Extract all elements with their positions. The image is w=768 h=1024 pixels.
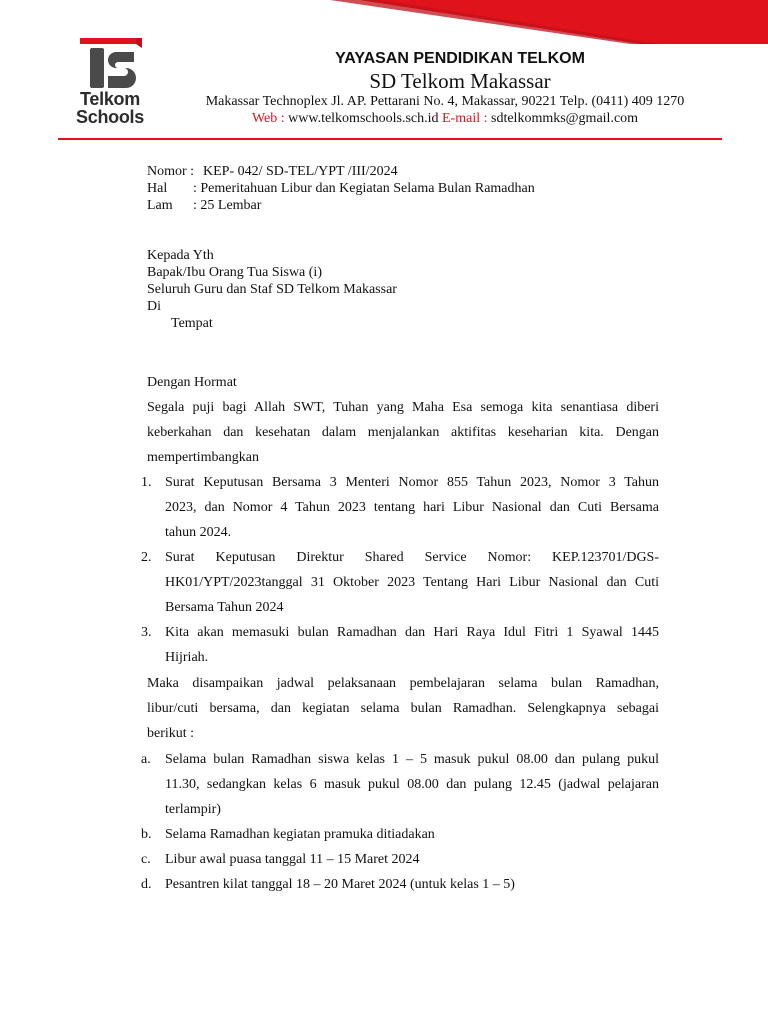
logo-wordmark-telkom: Telkom bbox=[80, 89, 140, 109]
list-item-line: Kita akan memasuki bulan Ramadhan dan Hari Raya Idul Fitri 1 Syawal 1445 bbox=[165, 625, 659, 640]
list-item-line: 2023, dan Nomor 4 Tahun 2023 tentang hari Libur Nasional dan Cuti Bersama bbox=[165, 500, 659, 515]
organization-name: YAYASAN PENDIDIKAN TELKOM bbox=[335, 50, 585, 67]
announcement-line: Maka disampaikan jadwal pelaksanaan pembelajaran selama bulan Ramadhan, bbox=[147, 676, 659, 691]
list-item bbox=[141, 847, 659, 872]
list-marker: 3. bbox=[141, 625, 152, 640]
nomor-value: KEP- 042/ SD-TEL/YPT /III/2024 bbox=[203, 164, 398, 179]
recipient-line-2: Bapak/Ibu Orang Tua Siswa (i) bbox=[147, 265, 322, 280]
website-link[interactable]: www.telkomschools.sch.id bbox=[288, 111, 439, 126]
lam-value: : 25 Lembar bbox=[193, 198, 262, 213]
list-item bbox=[141, 470, 659, 545]
email-label: E-mail : bbox=[442, 111, 488, 126]
list-item-line: 11.30, sedangkan kelas 6 masuk pukul 08.00 dan pulang 12.45 (jadwal pelajaran bbox=[165, 777, 659, 792]
intro-line: Segala puji bagi Allah SWT, Tuhan yang Maha Esa semoga kita senantiasa diberi bbox=[147, 400, 659, 415]
recipient-line-4: Di bbox=[147, 299, 161, 314]
recipient-line-5: Tempat bbox=[171, 316, 213, 331]
intro-paragraph bbox=[147, 395, 659, 470]
contact-line bbox=[170, 110, 720, 127]
announcement-paragraph bbox=[147, 671, 659, 746]
school-name: SD Telkom Makassar bbox=[369, 69, 551, 93]
list-item bbox=[141, 747, 659, 822]
list-marker: c. bbox=[141, 852, 151, 867]
list-item bbox=[141, 872, 659, 897]
school-address: Makassar Technoplex Jl. AP. Pettarani No. 4, Makassar, 90221 Telp. (0411) 409 1270 bbox=[205, 94, 685, 109]
hal-label: Hal bbox=[147, 181, 168, 196]
reference-hal bbox=[147, 180, 535, 197]
letterhead-divider bbox=[58, 138, 722, 140]
list-item-line: Selama bulan Ramadhan siswa kelas 1 – 5 masuk pukul 08.00 dan pulang pukul bbox=[165, 752, 659, 767]
email-link[interactable]: sdtelkommks@gmail.com bbox=[491, 111, 639, 126]
recipient-line-3: Seluruh Guru dan Staf SD Telkom Makassar bbox=[147, 282, 397, 297]
list-item-line: Selama Ramadhan kegiatan pramuka ditiadakan bbox=[165, 827, 435, 842]
nomor-label: Nomor : bbox=[147, 164, 195, 179]
list-marker: a. bbox=[141, 752, 151, 767]
lam-label: Lam bbox=[147, 198, 173, 213]
intro-line: keberkahan dan kesehatan dalam menjalankan aktifitas keseharian kita. Dengan bbox=[147, 425, 659, 440]
list-item-line: terlampir) bbox=[165, 802, 221, 817]
list-marker: d. bbox=[141, 877, 152, 892]
list-marker: 1. bbox=[141, 475, 152, 490]
list-item bbox=[141, 620, 659, 670]
greeting: Dengan Hormat bbox=[147, 375, 237, 390]
schedule-list bbox=[141, 747, 659, 897]
list-item-line: Hijriah. bbox=[165, 650, 209, 665]
logo-wordmark-schools: Schools bbox=[76, 107, 144, 127]
ts-logo-mark-icon bbox=[78, 38, 142, 90]
intro-line: mempertimbangkan bbox=[147, 450, 259, 465]
list-item-line: tahun 2024. bbox=[165, 525, 232, 540]
list-item-line: Libur awal puasa tanggal 11 – 15 Maret 2024 bbox=[165, 852, 420, 867]
announcement-line: libur/cuti bersama, dan kegiatan selama bulan Ramadhan. Selengkapnya sebagai bbox=[147, 701, 659, 716]
telkom-schools-logo bbox=[70, 38, 150, 128]
list-item-line: Bersama Tahun 2024 bbox=[165, 600, 284, 615]
list-item bbox=[141, 822, 659, 847]
reference-lampiran bbox=[147, 197, 262, 214]
list-item-line: HK01/YPT/2023tanggal 31 Oktober 2023 Tentang Hari Libur Nasional dan Cuti bbox=[165, 575, 659, 590]
list-item-line: Surat Keputusan Direktur Shared Service Nomor: KEP.123701/DGS- bbox=[165, 550, 659, 565]
web-label: Web : bbox=[251, 111, 285, 126]
hal-value: : Pemeritahuan Libur dan Kegiatan Selama Bulan Ramadhan bbox=[193, 181, 535, 196]
list-marker: b. bbox=[141, 827, 152, 842]
list-item-line: Surat Keputusan Bersama 3 Menteri Nomor 855 Tahun 2023, Nomor 3 Tahun bbox=[165, 475, 659, 490]
list-marker: 2. bbox=[141, 550, 152, 565]
recipient-line-1: Kepada Yth bbox=[147, 248, 214, 263]
considerations-list bbox=[141, 470, 659, 670]
reference-nomor bbox=[147, 163, 398, 180]
list-item-line: Pesantren kilat tanggal 18 – 20 Maret 2024 (untuk kelas 1 – 5) bbox=[165, 877, 515, 892]
announcement-line: berikut : bbox=[147, 726, 195, 741]
list-item bbox=[141, 545, 659, 620]
